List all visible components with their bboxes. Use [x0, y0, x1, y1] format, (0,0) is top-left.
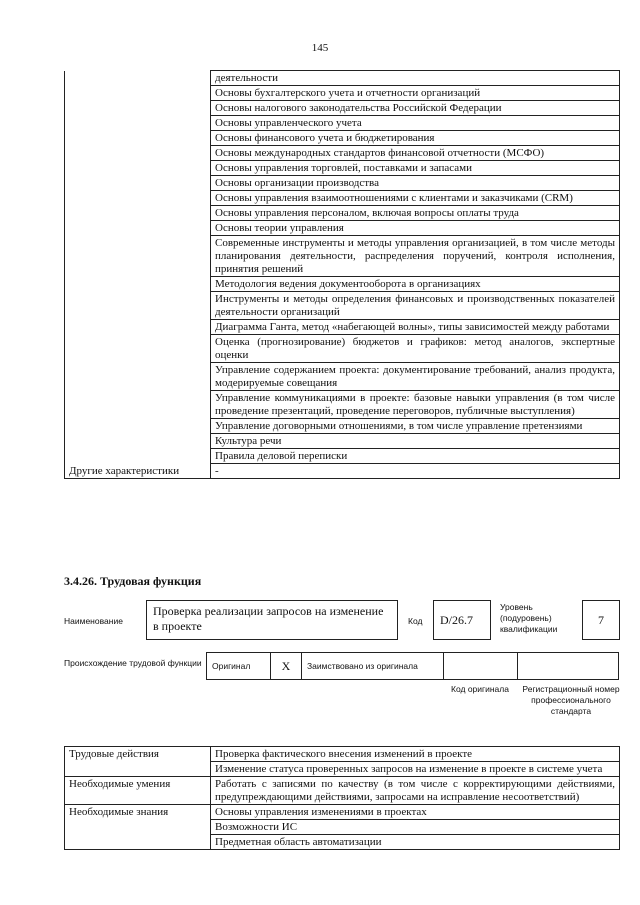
knowledge-label-cell — [65, 292, 211, 320]
level-label: Уровень (подуровень) квалификации — [500, 602, 558, 634]
page-number: 145 — [311, 42, 329, 54]
detail-item: Возможности ИС — [211, 820, 620, 835]
knowledge-label-cell — [65, 71, 211, 86]
knowledge-row — [65, 277, 620, 292]
function-code: D/26.7 — [433, 600, 491, 640]
detail-row — [65, 777, 620, 805]
knowledge-item: Управление содержанием проекта: документирование требований, анализ продукта, модерируемые совещания — [211, 363, 620, 391]
knowledge-label-cell — [65, 419, 211, 434]
knowledge-item: Основы управленческого учета — [211, 116, 620, 131]
knowledge-item: Основы теории управления — [211, 221, 620, 236]
other-characteristics-row — [65, 464, 620, 479]
knowledge-item: Управление коммуникациями в проекте: базовые навыки управления (в том числе проведение презентаций, проведение переговоров, публичные выступления) — [211, 391, 620, 419]
detail-label: Необходимые знания — [65, 805, 211, 850]
knowledge-row — [65, 206, 620, 221]
knowledge-item: Диаграмма Ганта, метод «набегающей волны», типы зависимостей между работами — [211, 320, 620, 335]
knowledge-row — [65, 419, 620, 434]
qualification-level: 7 — [582, 600, 620, 640]
knowledge-row — [65, 191, 620, 206]
knowledge-item: Основы организации производства — [211, 176, 620, 191]
knowledge-label-cell — [65, 449, 211, 464]
knowledge-item: деятельности — [211, 71, 620, 86]
knowledge-row — [65, 449, 620, 464]
knowledge-label-cell — [65, 277, 211, 292]
detail-row — [65, 805, 620, 820]
knowledge-row — [65, 391, 620, 419]
knowledge-row — [65, 116, 620, 131]
knowledge-label-cell — [65, 320, 211, 335]
knowledge-label-cell — [65, 86, 211, 101]
detail-label: Трудовые действия — [65, 747, 211, 777]
knowledge-row — [65, 320, 620, 335]
knowledge-item: Основы бухгалтерского учета и отчетности организаций — [211, 86, 620, 101]
knowledge-item: Оценка (прогнозирование) бюджетов и графиков: метод аналогов, экспертные оценки — [211, 335, 620, 363]
knowledge-row — [65, 71, 620, 86]
knowledge-label-cell — [65, 236, 211, 277]
original-mark: X — [270, 652, 302, 680]
knowledge-table — [64, 70, 620, 479]
knowledge-label-cell — [65, 116, 211, 131]
knowledge-row — [65, 176, 620, 191]
knowledge-label-cell — [65, 391, 211, 419]
knowledge-label-cell — [65, 101, 211, 116]
knowledge-row — [65, 221, 620, 236]
knowledge-row — [65, 363, 620, 391]
knowledge-label-cell — [65, 335, 211, 363]
original-code-caption: Код оригинала — [451, 684, 509, 694]
knowledge-item: Методология ведения документооборота в организациях — [211, 277, 620, 292]
other-characteristics-label: Другие характеристики — [65, 464, 211, 479]
borrowed-cell: Заимствовано из оригинала — [301, 652, 444, 680]
knowledge-item: Правила деловой переписки — [211, 449, 620, 464]
detail-item: Проверка фактического внесения изменений в проекте — [211, 747, 620, 762]
knowledge-item: Культура речи — [211, 434, 620, 449]
knowledge-row — [65, 434, 620, 449]
details-table — [64, 746, 620, 850]
knowledge-label-cell — [65, 131, 211, 146]
detail-label: Необходимые умения — [65, 777, 211, 805]
knowledge-item: Основы управления торговлей, поставками и запасами — [211, 161, 620, 176]
knowledge-label-cell — [65, 221, 211, 236]
knowledge-row — [65, 86, 620, 101]
knowledge-label-cell — [65, 146, 211, 161]
original-code-cell — [443, 652, 518, 680]
knowledge-label-cell — [65, 161, 211, 176]
original-cell: Оригинал — [206, 652, 271, 680]
knowledge-row — [65, 236, 620, 277]
knowledge-item: Основы управления взаимоотношениями с клиентами и заказчиками (CRM) — [211, 191, 620, 206]
knowledge-row — [65, 131, 620, 146]
knowledge-row — [65, 146, 620, 161]
reg-number-caption: Регистрационный номер профессионального стандарта — [522, 684, 620, 716]
detail-row — [65, 747, 620, 762]
detail-item: Работать с записями по качеству (в том числе с корректирующими действиями, предупреждающими действиями, запросами на исправление несоответствий) — [211, 777, 620, 805]
knowledge-item: Основы управления персоналом, включая вопросы оплаты труда — [211, 206, 620, 221]
reg-number-cell — [517, 652, 619, 680]
knowledge-row — [65, 335, 620, 363]
detail-item: Основы управления изменениями в проектах — [211, 805, 620, 820]
section-title: 3.4.26. Трудовая функция — [64, 574, 202, 588]
knowledge-item: Основы финансового учета и бюджетирования — [211, 131, 620, 146]
knowledge-item: Инструменты и методы определения финансовых и производственных показателей деятельности организаций — [211, 292, 620, 320]
detail-item: Изменение статуса проверенных запросов на изменение в проекте в системе учета — [211, 762, 620, 777]
origin-row — [207, 652, 619, 680]
knowledge-label-cell — [65, 434, 211, 449]
knowledge-item: Современные инструменты и методы управления организацией, в том числе методы планирования деятельности, распределения поручений, контроля исполнения, принятия решений — [211, 236, 620, 277]
function-name: Проверка реализации запросов на изменение в проекте — [146, 600, 398, 640]
knowledge-label-cell — [65, 206, 211, 221]
knowledge-item: Управление договорными отношениями, в том числе управление претензиями — [211, 419, 620, 434]
other-characteristics-value: - — [211, 464, 620, 479]
origin-label: Происхождение трудовой функции — [64, 658, 202, 668]
knowledge-item: Основы налогового законодательства Российской Федерации — [211, 101, 620, 116]
knowledge-row — [65, 161, 620, 176]
detail-item: Предметная область автоматизации — [211, 835, 620, 850]
name-label: Наименование — [64, 616, 123, 626]
code-label: Код — [408, 616, 423, 626]
knowledge-item: Основы международных стандартов финансовой отчетности (МСФО) — [211, 146, 620, 161]
knowledge-label-cell — [65, 176, 211, 191]
knowledge-row — [65, 292, 620, 320]
knowledge-label-cell — [65, 363, 211, 391]
knowledge-row — [65, 101, 620, 116]
knowledge-label-cell — [65, 191, 211, 206]
